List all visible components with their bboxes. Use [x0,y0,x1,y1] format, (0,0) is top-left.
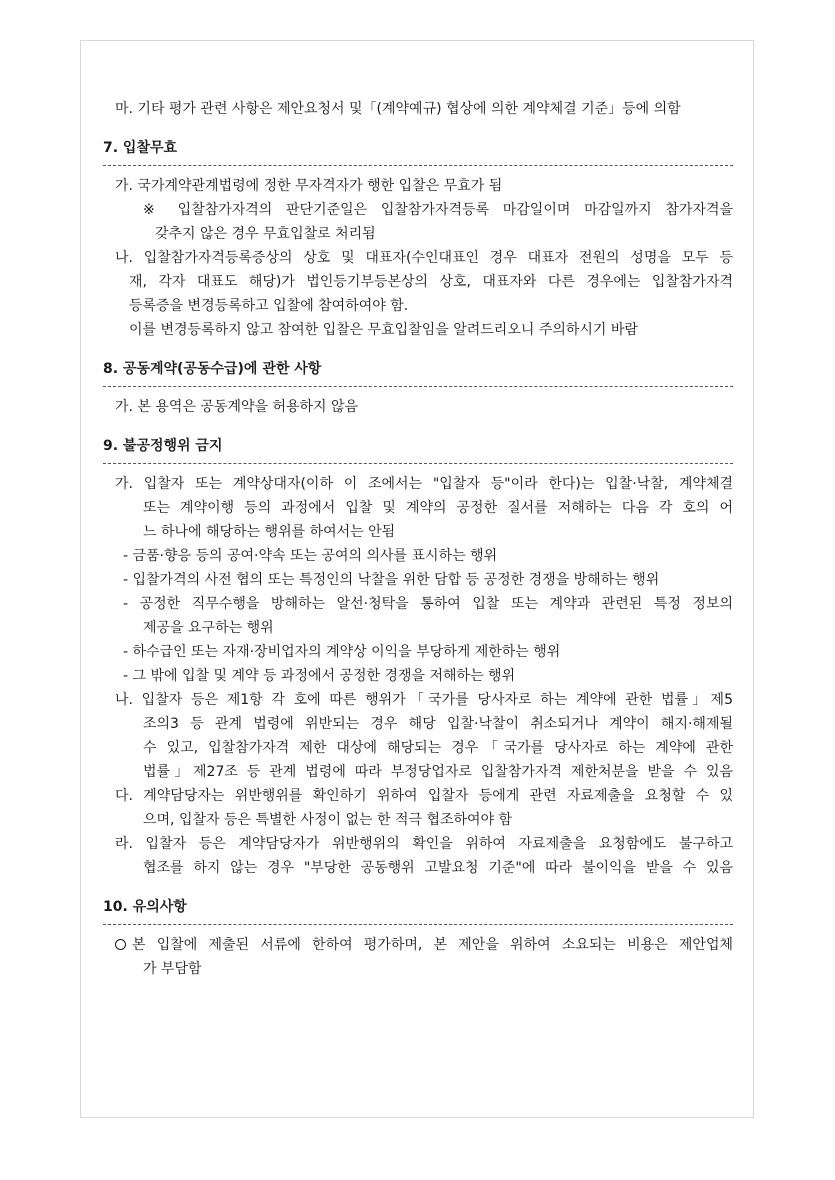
s9-ga-line-3: 느 하나에 해당하는 행위를 하여서는 안됨 [143,524,396,540]
section-8-heading: 8. 공동계약(공동수급)에 관한 사항 [103,361,322,377]
s9-da-line-2: 으며, 입찰자 등은 특별한 사정이 없는 한 적극 협조하여야 함 [143,812,513,828]
s10-item-text-1: 본 입찰에 제출된 서류에 한하여 평가하며, 본 제안을 위하여 소요되는 비용은 제안업체 [132,937,733,953]
s9-dash-item-5: - 그 밖에 입찰 및 계약 등 과정에서 공정한 경쟁을 저해하는 행위 [123,668,516,684]
document-content [103,97,733,981]
s7-na-line-3: 등록증을 변경등록하고 입찰에 참여하여야 함. [129,298,409,314]
s9-na-line-3: 수 있고, 입찰참가자격 제한 대상에 해당되는 경우「국가를 당사자로 하는 계약에 관한 [143,740,733,756]
circle-bullet-icon [115,939,126,950]
s7-note-line-1: ※ 입찰참가자격의 판단기준일은 입찰참가자격등록 마감일이며 마감일까지 참가자격을 [143,202,733,218]
s9-ra-line-1: 라. 입찰자 등은 계약담당자가 위반행위의 확인을 위하여 자료제출을 요청함에도 불구하고 [115,836,733,852]
s7-ga-line-1: 가. 국가계약관계법령에 정한 무자격자가 행한 입찰은 무효가 됨 [115,178,503,194]
section-7-divider [103,165,733,166]
s8-ga-line-1: 가. 본 용역은 공동계약을 허용하지 않음 [115,399,359,415]
section-7-heading: 7. 입찰무효 [103,140,178,156]
section-10-divider [103,924,733,925]
document-page [80,40,754,1118]
s9-dash-item-2: - 입찰가격의 사전 협의 또는 특정인의 낙찰을 위한 담합 등 공정한 경쟁을 방해하는 행위 [123,572,660,588]
s9-ra-line-2: 협조를 하지 않는 경우 "부당한 공동행위 고발요청 기준"에 따라 불이익을 받을 수 있음 [143,860,733,876]
s9-ga-line-1: 가. 입찰자 또는 계약상대자(이하 이 조에서는 "입찰자 등"이라 한다)는 입찰·낙찰, 계약체결 [115,476,733,492]
section-8-divider [103,386,733,387]
s9-na-line-4: 법률」제27조 등 관계 법령에 따라 부정당업자로 입찰참가자격 제한처분을 받을 수 있음 [143,764,733,780]
s9-dash-item-3-line-2: 제공을 요구하는 행위 [143,620,274,636]
s7-na-line-4: 이를 변경등록하지 않고 참여한 입찰은 무효입찰임을 알려드리오니 주의하시기 바람 [129,322,638,338]
section-10-heading: 10. 유의사항 [103,899,187,915]
s9-dash-item-3-line-1: - 공정한 직무수행을 방해하는 알선·청탁을 통하여 입찰 또는 계약과 관련된 특정 정보의 [123,596,733,612]
s9-dash-item-4: - 하수급인 또는 자재·장비업자의 계약상 이익을 부당하게 제한하는 행위 [123,644,561,660]
evaluation-other-clause: 마. 기타 평가 관련 사항은 제안요청서 및「(계약예규) 협상에 의한 계약체결 기준」등에 의함 [115,101,681,117]
s9-ga-line-2: 또는 계약이행 등의 과정에서 입찰 및 계약의 공정한 질서를 저해하는 다음 각 호의 어 [143,500,733,516]
s10-item-line-2: 가 부담함 [143,961,202,977]
s7-na-line-1: 나. 입찰참가자격등록증상의 상호 및 대표자(수인대표인 경우 대표자 전원의 성명을 모두 등 [115,250,733,266]
s9-da-line-1: 다. 계약담당자는 위반행위를 확인하기 위하여 입찰자 등에게 관련 자료제출을 요청할 수 있 [115,788,733,804]
s9-na-line-2: 조의3 등 관계 법령에 위반되는 경우 해당 입찰·낙찰이 취소되거나 계약이 해지·해제될 [143,716,733,732]
s9-na-line-1: 나. 입찰자 등은 제1항 각 호에 따른 행위가「국가를 당사자로 하는 계약에 관한 법률」제5 [115,692,733,708]
s7-na-line-2: 재, 각자 대표도 해당)가 법인등기부등본상의 상호, 대표자와 다른 경우에는 입찰참가자격 [129,274,733,290]
s7-note-line-2: 갖추지 않은 경우 무효입찰로 처리됨 [155,226,376,242]
s10-item-line-1 [103,933,733,957]
section-9-heading: 9. 불공정행위 금지 [103,438,223,454]
s9-dash-item-1: - 금품·향응 등의 공여·약속 또는 공여의 의사를 표시하는 행위 [123,548,498,564]
section-9-divider [103,463,733,464]
